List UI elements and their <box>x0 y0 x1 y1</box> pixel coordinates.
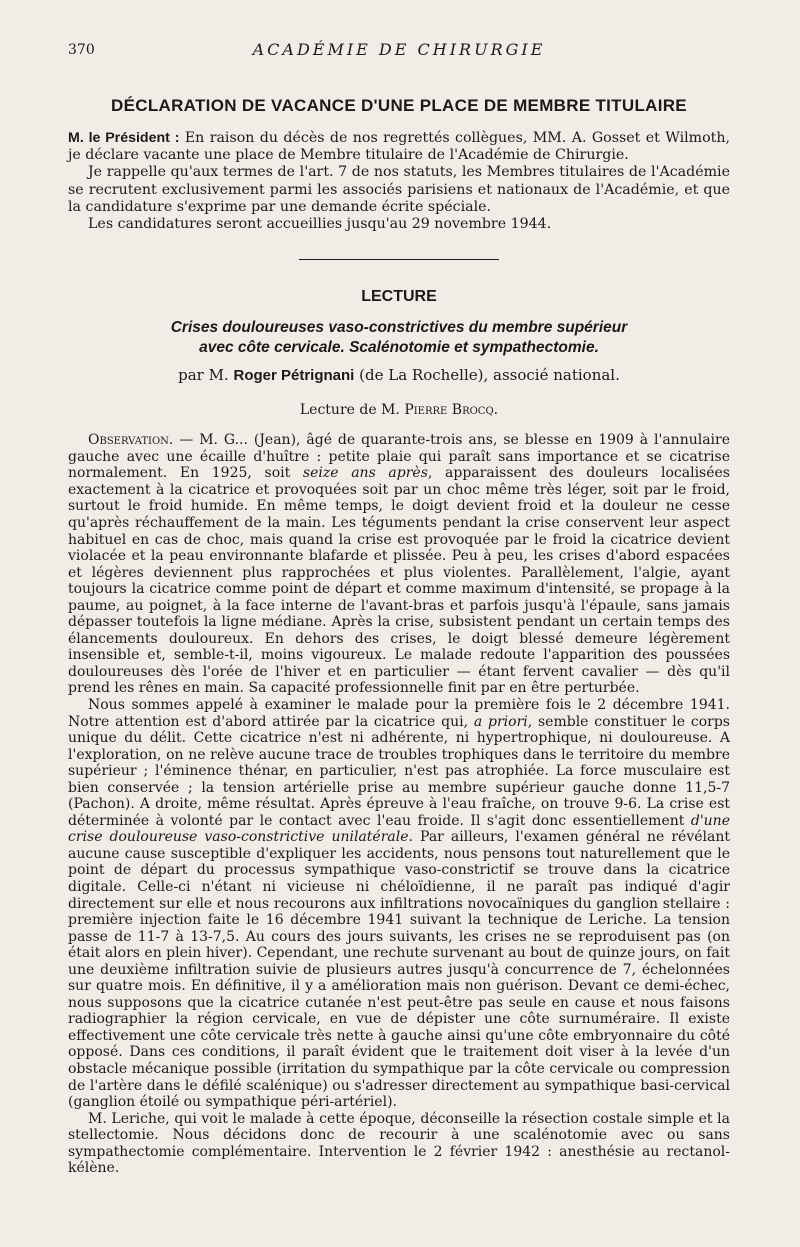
section-divider <box>299 259 499 260</box>
article-title-line-1: Crises douloureuses vaso-constrictives du membre supérieur <box>170 319 628 337</box>
byline <box>68 366 730 384</box>
observation-emphasis-3: d'une crise douloureuse vaso-constrictive unilatérale <box>68 812 730 846</box>
declaration-title: DÉCLARATION DE VACANCE D'UNE PLACE DE MEMBRE TITULAIRE <box>111 96 687 115</box>
reader-name: Pierre Brocq. <box>404 402 499 419</box>
observation-text-2a: Nous sommes appelé à examiner le malade pour la première fois le 2 décembre 1941. Notre attention est d'abord attirée par la cicatrice qui, <box>68 696 730 730</box>
author-name: Roger Pétrignani <box>233 367 355 385</box>
observation-emphasis-2: a priori <box>473 713 528 730</box>
observation-label: Observation. <box>88 432 174 449</box>
article-body <box>68 432 730 1177</box>
journal-title: ACADÉMIE DE CHIRURGIE <box>252 40 546 59</box>
observation-paragraph-1 <box>68 432 730 697</box>
observation-text-1a: — M. G... (Jean), âgé de quarante-trois ans, se blesse en 1909 à l'annulaire gauche avec une écaille d'huître : petite plaie qui paraît sans importance et se cicatrise normalement. En 1925, soit <box>68 432 730 482</box>
declaration-paragraph-3: Les candidatures seront accueillies jusqu'au 29 novembre 1944. <box>88 216 552 233</box>
speaker-label: M. le Président : <box>68 130 180 146</box>
reader-line <box>68 402 730 418</box>
declaration-paragraph-1 <box>68 130 730 164</box>
observation-emphasis-1: seize ans après <box>302 465 428 482</box>
declaration-text-1: En raison du décès de nos regrettés collègues, MM. A. Gosset et Wilmoth, je déclare vacante une place de Membre titulaire de l'Académie de Chirurgie. <box>68 130 730 164</box>
byline-suffix: (de La Rochelle), associé national. <box>359 366 620 385</box>
running-header <box>68 40 730 64</box>
observation-text-2c: . Par ailleurs, l'examen général ne révélant aucune cause susceptible d'expliquer les accidents, nous pensons tout naturellement que le point de départ du processus sympathique vaso-constrictif se trouve dans la cicatrice digitale. Celle-ci n'étant ni vicieuse ni chéloïdienne, il ne paraît pas indiqué d'agir directement sur elle et nous recourons aux infiltrations novocaïniques du ganglion stellaire : première injection faite le 16 décembre 1941 suivant la technique de Leriche. La tension passe de 11-7 à 13-7,5. Au cours des jours suivants, les crises ne se reproduisent pas (on était alors en plein hiver). Cependant, une rechute survenant au bout de quinze jours, on fait une deuxième infiltration suivie de plusieurs autres jusqu'à concurrence de 7, échelonnées sur quatre mois. En définitive, il y a amélioration mais non guérison. Devant ce demi-échec, nous supposons que la cicatrice cutanée n'est peut-être pas seule en cause et nous faisons radiographier la région cervicale, en vue de dépister une côte surnuméraire. Il existe effectivement une côte cervicale très nette à gauche ainsi qu'une côte embryonnaire du côté opposé. Dans ces conditions, il paraît évident que le traitement doit viser à la levée d'un obstacle mécanique possible (irritation du sympathique par la côte cervicale ou compression de l'artère dans le défilé scalénique) ou s'adresser directement au sympathique basi-cervical (ganglion étoilé ou sympathique péri-artériel). <box>68 829 730 1111</box>
observation-text-2b: , semble constituer le corps unique du délit. Cette cicatrice n'est ni adhérente, ni hypertrophique, ni douloureuse. A l'exploration, on ne relève aucune trace de troubles trophiques dans le territoire du membre supérieur ; l'éminence thénar, en particulier, n'est pas atrophiée. La force musculaire est bien conservée ; la tension artérielle prise au membre supérieur gauche donne 11,5-7 (Pachon). A droite, même résultat. Après épreuve à l'eau fraîche, on trouve 9-6. La crise est déterminée à volonté par le contact avec l'eau froide. Il s'agit donc essentiellement <box>68 713 730 829</box>
page-number: 370 <box>68 42 95 58</box>
observation-text-1b: , apparaissent des douleurs localisées exactement à la cicatrice et provoquées soit par un choc même très léger, soit par le froid, surtout le froid humide. En même temps, le doigt devient froid et la douleur ne cesse qu'après réchauffement de la main. Les téguments pendant la crise conservent leur aspect habituel en cas de choc, mais quand la crise est provoquée par le froid la cicatrice devient violacée et la peau environnante blafarde et plissée. Peu à peu, les crises d'abord espacées et légères deviennent plus rapprochées et plus violentes. Parallèlement, l'algie, ayant toujours la cicatrice comme point de départ et comme maximum d'intensité, se propage à la paume, au poignet, à la face interne de l'avant-bras et parfois jusqu'à l'épaule, sans jamais dépasser toutefois la ligne médiane. Après la crise, subsistent pendant un certain temps des élancements douloureux. En dehors des crises, le doigt blessé demeure légèrement insensible et, semble-t-il, moins vigoureux. Le malade redoute l'apparition des poussées douloureuses dès l'orée de l'hiver et en particulier — étant fervent cavalier — dès qu'il prend les rênes en main. Sa capacité professionnelle finit par en être perturbée. <box>68 465 730 697</box>
declaration-paragraph-2: Je rappelle qu'aux termes de l'art. 7 de nos statuts, les Membres titulaires de l'Académie se recrutent exclusivement parmi les associés parisiens et nationaux de l'Académie, et que la candidature s'exprime par une demande écrite spéciale. <box>68 164 730 215</box>
reader-prefix: Lecture de M. <box>299 402 400 419</box>
observation-paragraph-2 <box>68 697 730 1111</box>
article-title-line-2: avec côte cervicale. Scalénotomie et sympathectomie. <box>199 339 599 357</box>
byline-prefix: par M. <box>178 366 229 385</box>
lecture-heading: LECTURE <box>361 288 437 306</box>
observation-paragraph-3: M. Leriche, qui voit le malade à cette époque, déconseille la résection costale simple et la stellectomie. Nous décidons donc de recourir à une scalénotomie avec ou sans sympathectomie complémentaire. Intervention le 2 février 1942 : anesthésie au rectanol-kélène. <box>68 1110 730 1177</box>
